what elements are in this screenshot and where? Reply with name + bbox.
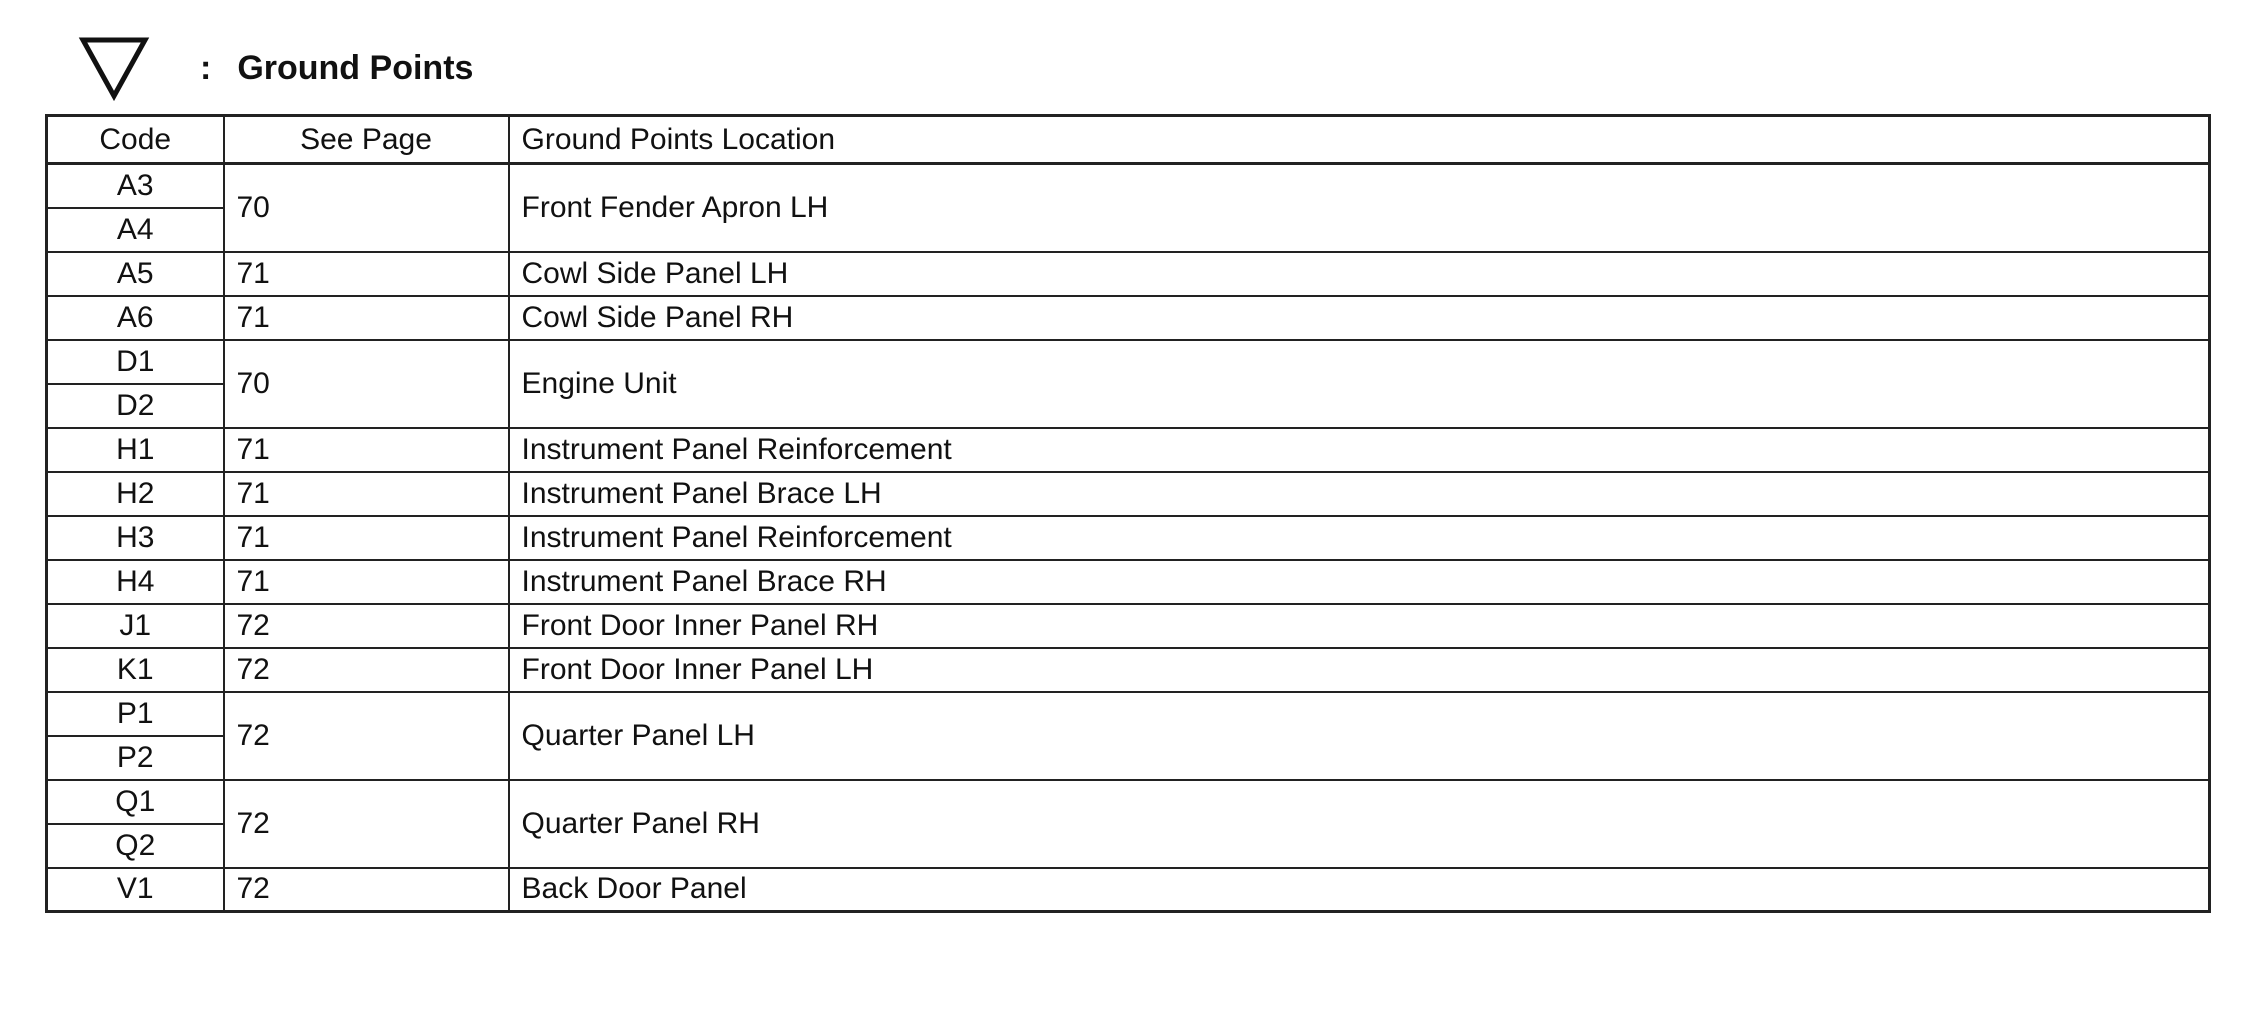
cell-code: P2 (47, 736, 224, 780)
cell-location: Cowl Side Panel RH (509, 296, 2210, 340)
cell-location: Cowl Side Panel LH (509, 252, 2210, 296)
table-header-row (47, 116, 2210, 164)
cell-see-page: 72 (224, 604, 509, 648)
table-row (47, 780, 2210, 824)
cell-code: H3 (47, 516, 224, 560)
cell-location: Instrument Panel Reinforcement (509, 516, 2210, 560)
cell-code: A6 (47, 296, 224, 340)
cell-location: Instrument Panel Reinforcement (509, 428, 2210, 472)
cell-see-page: 70 (224, 340, 509, 428)
cell-see-page: 72 (224, 692, 509, 780)
table-row (47, 164, 2210, 208)
legend-colon: : (200, 49, 212, 87)
cell-location: Engine Unit (509, 340, 2210, 428)
cell-see-page: 72 (224, 648, 509, 692)
header-location: Ground Points Location (509, 116, 2210, 164)
cell-code: J1 (47, 604, 224, 648)
legend-title: Ground Points (237, 49, 474, 87)
cell-location: Quarter Panel RH (509, 780, 2210, 868)
cell-location: Quarter Panel LH (509, 692, 2210, 780)
table-row (47, 340, 2210, 384)
ground-points-legend (78, 28, 473, 108)
inverted-triangle-icon (78, 32, 150, 104)
table-row (47, 604, 2210, 648)
cell-see-page: 71 (224, 296, 509, 340)
cell-see-page: 71 (224, 560, 509, 604)
cell-location: Instrument Panel Brace LH (509, 472, 2210, 516)
cell-code: H1 (47, 428, 224, 472)
cell-code: K1 (47, 648, 224, 692)
cell-location: Front Door Inner Panel RH (509, 604, 2210, 648)
cell-see-page: 71 (224, 252, 509, 296)
cell-code: A3 (47, 164, 224, 208)
table-row (47, 648, 2210, 692)
ground-points-table (45, 114, 2211, 913)
cell-see-page: 72 (224, 868, 509, 912)
cell-code: H4 (47, 560, 224, 604)
cell-code: A5 (47, 252, 224, 296)
table-row (47, 428, 2210, 472)
cell-code: Q1 (47, 780, 224, 824)
cell-see-page: 71 (224, 428, 509, 472)
table-row (47, 252, 2210, 296)
cell-code: Q2 (47, 824, 224, 868)
cell-location: Front Fender Apron LH (509, 164, 2210, 252)
header-see-page: See Page (224, 116, 509, 164)
table-row (47, 560, 2210, 604)
table-row (47, 296, 2210, 340)
cell-code: P1 (47, 692, 224, 736)
cell-see-page: 70 (224, 164, 509, 252)
cell-code: V1 (47, 868, 224, 912)
table-row (47, 516, 2210, 560)
cell-location: Front Door Inner Panel LH (509, 648, 2210, 692)
table-row (47, 868, 2210, 912)
cell-see-page: 71 (224, 516, 509, 560)
table-row (47, 472, 2210, 516)
cell-see-page: 72 (224, 780, 509, 868)
cell-code: A4 (47, 208, 224, 252)
header-code: Code (47, 116, 224, 164)
cell-code: D1 (47, 340, 224, 384)
cell-location: Back Door Panel (509, 868, 2210, 912)
table-body (47, 164, 2210, 912)
cell-code: H2 (47, 472, 224, 516)
table-row (47, 692, 2210, 736)
cell-location: Instrument Panel Brace RH (509, 560, 2210, 604)
cell-see-page: 71 (224, 472, 509, 516)
cell-code: D2 (47, 384, 224, 428)
